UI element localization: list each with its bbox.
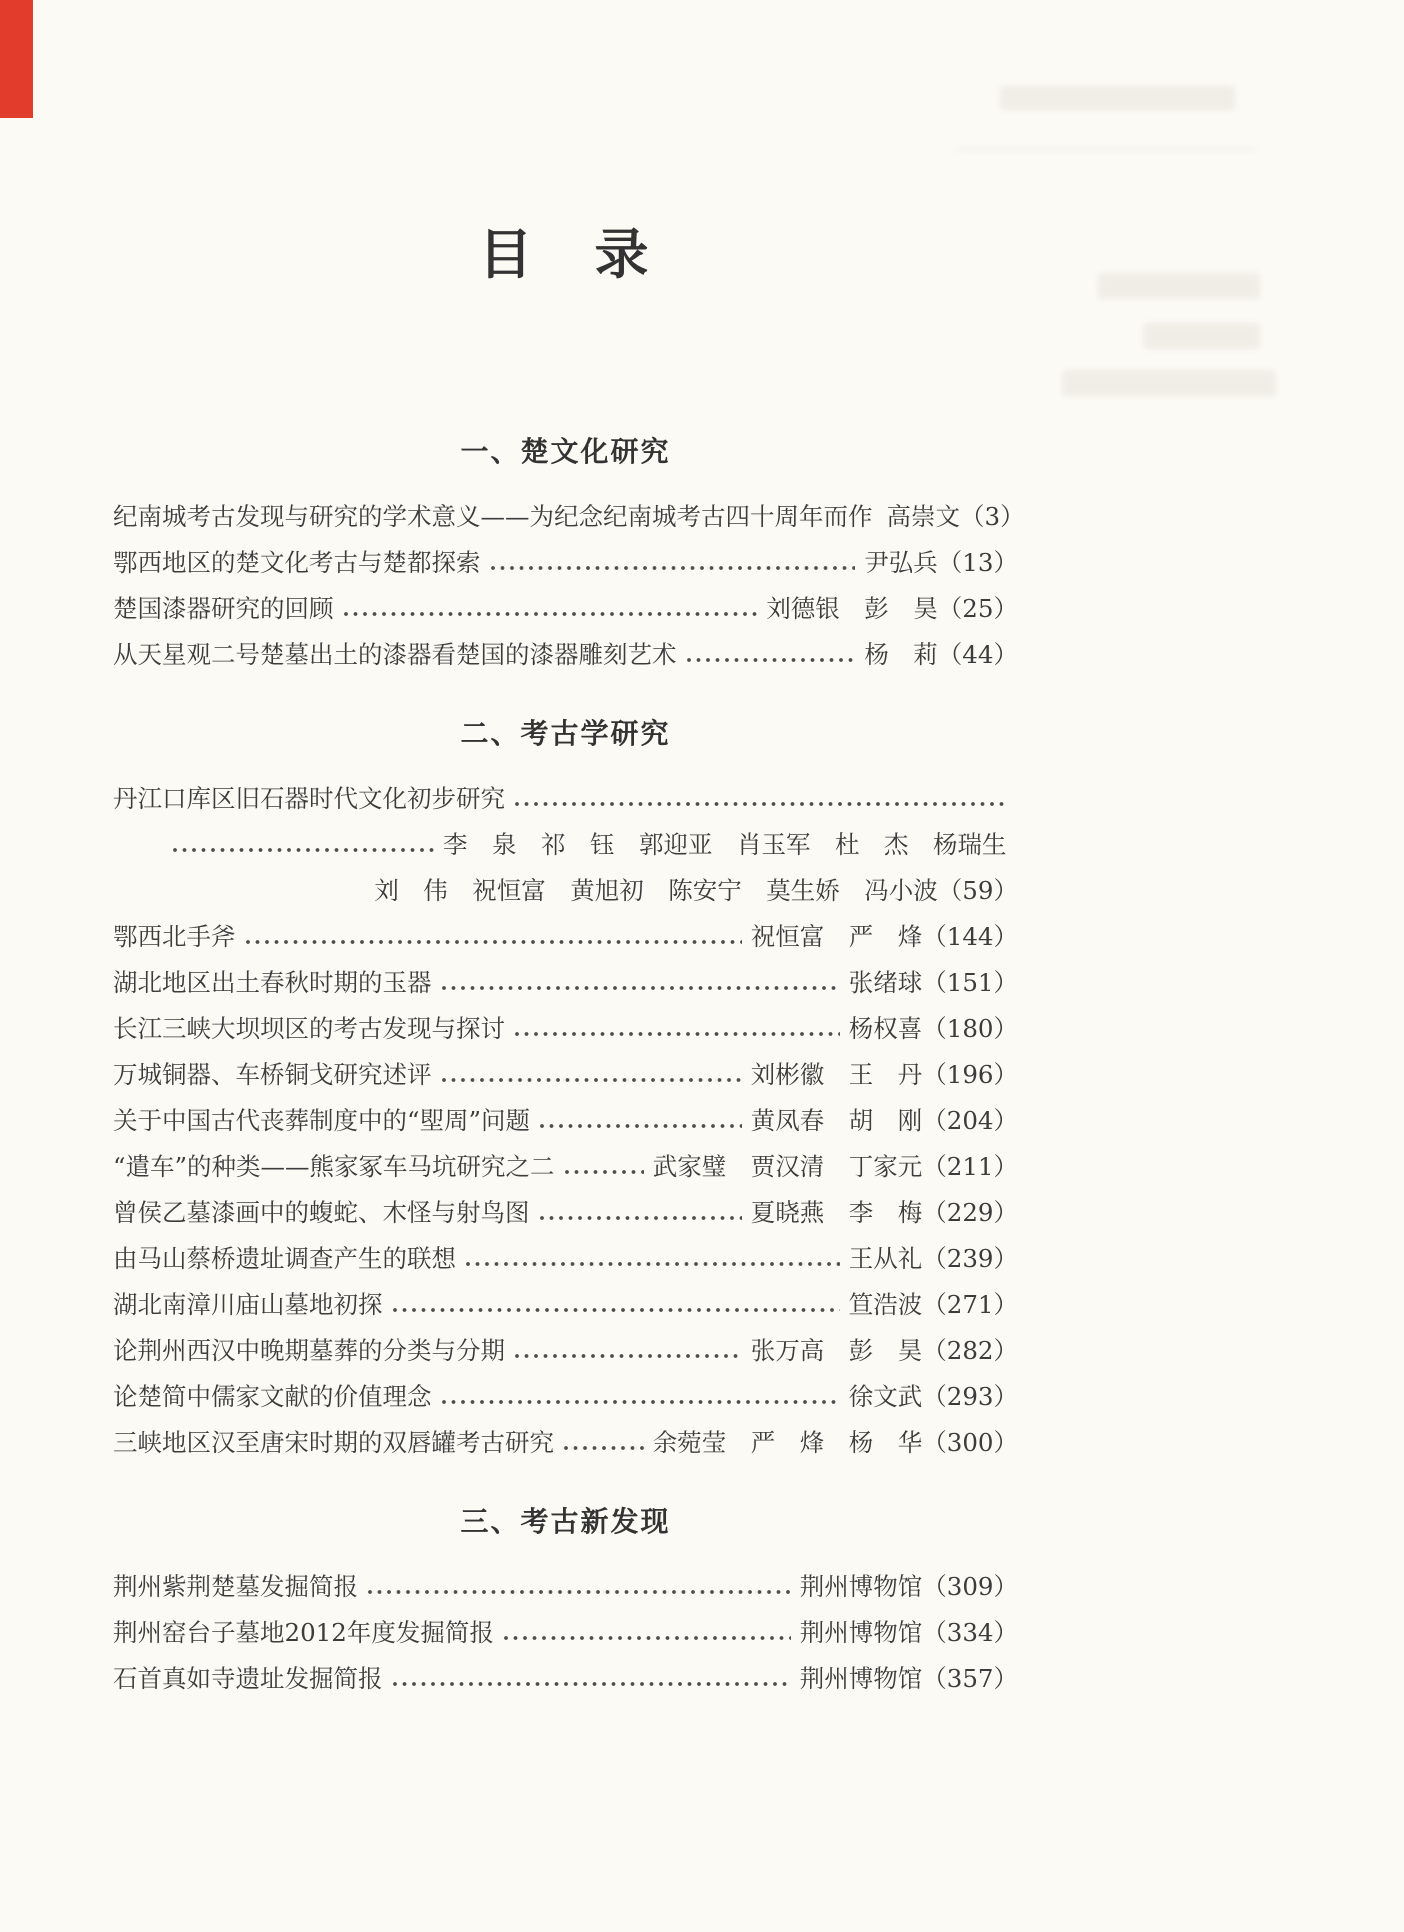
entry-title: 湖北南漳川庙山墓地初探: [113, 1290, 383, 1319]
dot-leader: [432, 1052, 751, 1098]
entry-title: 丹江口库区旧石器时代文化初步研究: [113, 784, 505, 813]
toc-entry: [113, 1420, 1018, 1466]
bleed-through-mark: [1143, 323, 1260, 349]
entry-authors-page: 余菀莹 严 烽 杨 华（300）: [652, 1428, 1018, 1457]
toc-page: [113, 0, 1025, 1702]
dot-leader: [383, 1656, 800, 1702]
entry-authors-page: 高崇文（3）: [886, 502, 1025, 531]
red-edge-mark: [0, 0, 33, 118]
toc-entry: [113, 1236, 1018, 1282]
section-3-entries: [113, 1564, 1018, 1702]
entry-title: 鄂西地区的楚文化考古与楚都探索: [113, 548, 481, 577]
entry-authors-page: 王从礼（239）: [848, 1244, 1018, 1273]
entry-title: 荆州窑台子墓地2012年度发掘简报: [113, 1618, 494, 1647]
toc-entry: [113, 1374, 1018, 1420]
dot-leader: [505, 1006, 849, 1052]
toc-entry: [113, 494, 1025, 540]
toc-entry: [113, 914, 1018, 960]
entry-title: “遣车”的种类——熊家冢车马坑研究之二: [113, 1152, 555, 1181]
entry-authors-page: 刘 伟 祝恒富 黄旭初 陈安宁 莫生娇 冯小波（59）: [374, 876, 1018, 905]
bleed-through-mark: [1062, 370, 1276, 396]
entry-title: 纪南城考古发现与研究的学术意义——为纪念纪南城考古四十周年而作: [113, 502, 873, 531]
toc-entry: [113, 540, 1018, 586]
dot-leader: [494, 1610, 800, 1656]
entry-title: 石首真如寺遗址发掘简报: [113, 1664, 383, 1693]
bleed-through-mark: [1098, 273, 1260, 299]
entry-title: 曾侯乙墓漆画中的蝮蛇、木怪与射鸟图: [113, 1198, 530, 1227]
dot-leader: [505, 776, 1018, 822]
dot-leader: [505, 1328, 751, 1374]
entry-authors-page: 武家璧 贾汉清 丁家元（211）: [652, 1152, 1018, 1181]
toc-entry: [113, 1098, 1018, 1144]
entry-title: 从天星观二号楚墓出土的漆器看楚国的漆器雕刻艺术: [113, 640, 677, 669]
entry-title: 万城铜器、车桥铜戈研究述评: [113, 1060, 432, 1089]
entry-authors-page: 刘德银 彭 昊（25）: [766, 594, 1018, 623]
dot-leader: [383, 1282, 849, 1328]
section-heading-1: 一、楚文化研究: [460, 435, 671, 468]
entry-authors-page: 张万高 彭 昊（282）: [750, 1336, 1018, 1365]
entry-authors-page: 荆州博物馆（357）: [799, 1664, 1018, 1693]
entry-title: 湖北地区出土春秋时期的玉器: [113, 968, 432, 997]
toc-entry: [113, 1656, 1018, 1702]
entry-authors-page: 夏晓燕 李 梅（229）: [750, 1198, 1018, 1227]
entry-title: 楚国漆器研究的回顾: [113, 594, 334, 623]
bleed-through-mark: [1000, 86, 1235, 110]
toc-entry: [113, 1006, 1018, 1052]
entry-authors-page: 荆州博物馆（309）: [799, 1572, 1018, 1601]
toc-entry: [113, 632, 1018, 678]
dot-leader: [554, 1420, 653, 1466]
entry-title: 长江三峡大坝坝区的考古发现与探讨: [113, 1014, 505, 1043]
toc-entry: [113, 776, 1018, 822]
dot-leader: [163, 822, 443, 868]
entry-authors-page: 尹弘兵（13）: [864, 548, 1018, 577]
entry-title: 荆州紫荆楚墓发掘简报: [113, 1572, 358, 1601]
entry-authors-page: 杨权喜（180）: [848, 1014, 1018, 1043]
entry-title: 三峡地区汉至唐宋时期的双唇罐考古研究: [113, 1428, 554, 1457]
entry-title: 由马山蔡桥遗址调查产生的联想: [113, 1244, 456, 1273]
toc-entry: [113, 1564, 1018, 1610]
toc-entry: [113, 1328, 1018, 1374]
dot-leader: [677, 632, 865, 678]
section-1-entries: [113, 494, 1025, 678]
toc-entry-continuation: [113, 822, 1018, 868]
entry-authors-page: 祝恒富 严 烽（144）: [750, 922, 1018, 951]
dot-leader: [481, 540, 865, 586]
entry-authors-page: 笪浩波（271）: [848, 1290, 1018, 1319]
entry-title: 论荆州西汉中晚期墓葬的分类与分期: [113, 1336, 505, 1365]
entry-title: 关于中国古代丧葬制度中的“堲周”问题: [113, 1106, 531, 1135]
entry-authors-page: 杨 莉（44）: [864, 640, 1018, 669]
toc-entry: [113, 1610, 1018, 1656]
dot-leader: [873, 494, 887, 540]
section-heading-2: 二、考古学研究: [460, 717, 671, 750]
toc-entry-continuation: [113, 868, 1018, 914]
entry-authors: 李 泉 祁 钰 郭迎亚 肖玉军 杜 杰 杨瑞生: [443, 830, 1007, 859]
dot-leader: [555, 1144, 653, 1190]
entry-title: 鄂西北手斧: [113, 922, 236, 951]
entry-authors-page: 荆州博物馆（334）: [799, 1618, 1018, 1647]
dot-leader: [530, 1098, 751, 1144]
toc-entry: [113, 1190, 1018, 1236]
entry-title: 论楚简中儒家文献的价值理念: [113, 1382, 432, 1411]
dot-leader: [334, 586, 767, 632]
dot-leader: [358, 1564, 800, 1610]
toc-entry: [113, 1282, 1018, 1328]
dot-leader: [456, 1236, 849, 1282]
entry-authors-page: 徐文武（293）: [848, 1382, 1018, 1411]
toc-entry: [113, 586, 1018, 632]
entry-authors-page: 张绪球（151）: [848, 968, 1018, 997]
dot-leader: [432, 1374, 849, 1420]
dot-leader: [236, 914, 751, 960]
toc-entry: [113, 1144, 1018, 1190]
dot-leader: [530, 1190, 751, 1236]
entry-authors-page: 黄凤春 胡 刚（204）: [750, 1106, 1018, 1135]
dot-leader: [432, 960, 849, 1006]
section-2-entries: [113, 776, 1018, 1466]
toc-entry: [113, 1052, 1018, 1098]
entry-authors-page: 刘彬徽 王 丹（196）: [750, 1060, 1018, 1089]
toc-entry: [113, 960, 1018, 1006]
section-heading-3: 三、考古新发现: [460, 1505, 671, 1538]
page-title: 目 录: [478, 222, 653, 286]
